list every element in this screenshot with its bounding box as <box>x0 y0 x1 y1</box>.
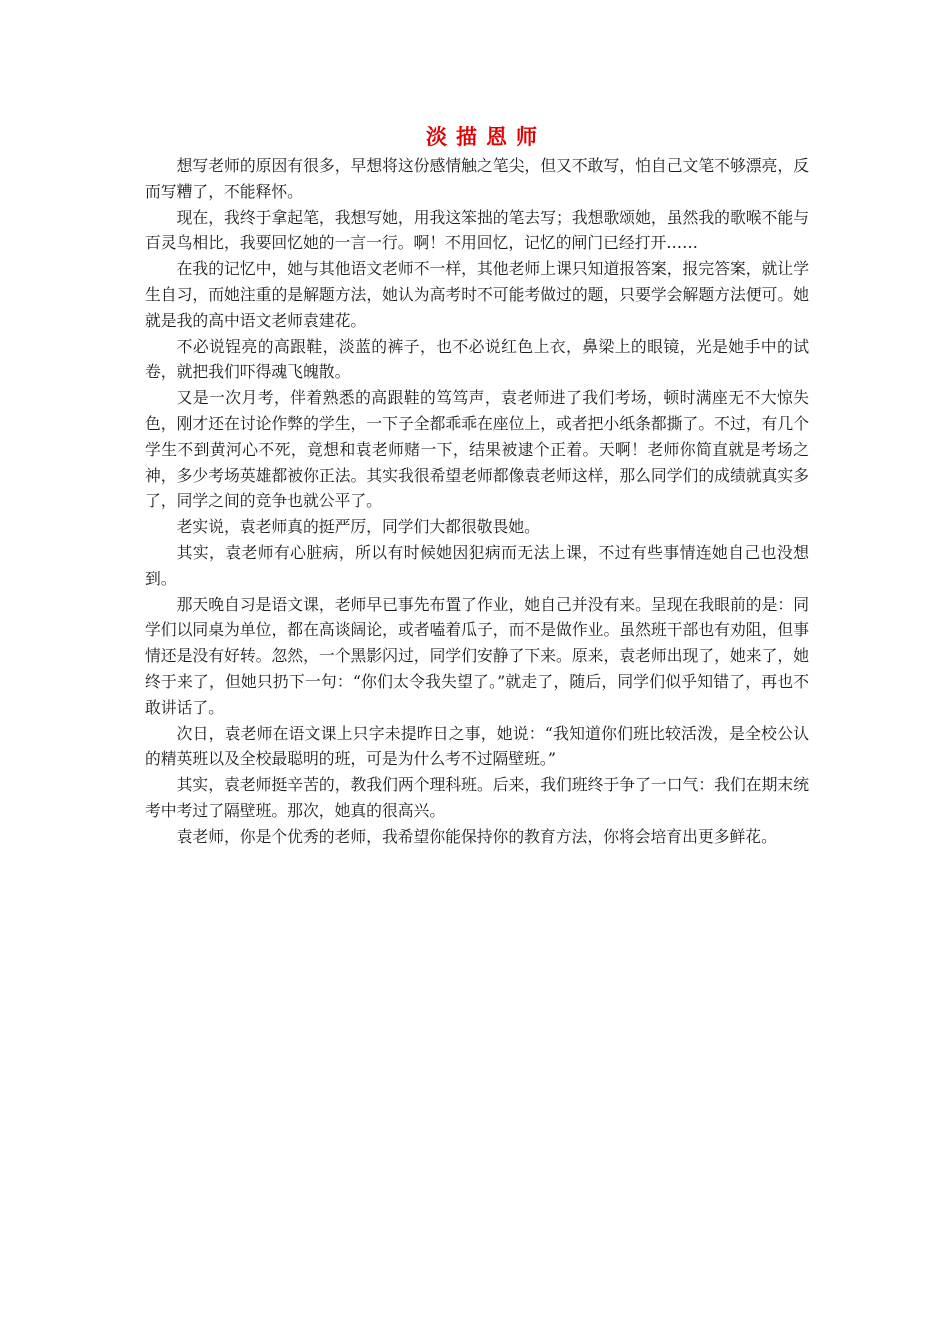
article-title: 淡描恩师 <box>426 125 546 149</box>
article-body <box>145 123 809 850</box>
paragraph: 那天晚自习是语文课，老师早已事先布置了作业，她自己并没有来。呈现在我眼前的是：同学们以同桌为单位，都在高谈阔论，或者嗑着瓜子，而不是做作业。虽然班干部也有劝阻，但事情还是没有好转。忽然，一个黑影闪过，同学们安静了下来。原来，袁老师出现了，她来了，她终于来了，但她只扔下一句：“你们太令我失望了。”就走了，随后，同学们似乎知错了，再也不敢讲话了。 <box>145 594 809 717</box>
paragraph: 其实，袁老师挺辛苦的，教我们两个理科班。后来，我们班终于争了一口气：我们在期末统考中考过了隔壁班。那次，她真的很高兴。 <box>145 775 809 820</box>
paragraph: 袁老师，你是个优秀的老师，我希望你能保持你的教育方法，你将会培育出更多鲜花。 <box>176 826 777 846</box>
paragraph: 次日，袁老师在语文课上只字未提昨日之事，她说：“我知道你们班比较活泼，是全校公认的精英班以及全校最聪明的班，可是为什么考不过隔壁班。” <box>145 723 809 769</box>
paragraph: 不必说锃亮的高跟鞋，淡蓝的裤子，也不必说红色上衣，鼻梁上的眼镜，光是她手中的试卷，就把我们吓得魂飞魄散。 <box>145 336 809 382</box>
paragraph: 老实说，袁老师真的挺严厉，同学们大都很敬畏她。 <box>176 517 540 537</box>
paragraph: 其实，袁老师有心脏病，所以有时候她因犯病而无法上课，不过有些事情连她自己也没想到。 <box>145 542 809 588</box>
paragraph: 在我的记忆中，她与其他语文老师不一样，其他老师上课只知道报答案，报完答案，就让学生自习，而她注重的是解题方法，她认为高考时不可能考做过的题，只要学会解题方法便可。她就是我的高中语文老师袁建花。 <box>145 259 809 330</box>
paragraph: 又是一次月考，伴着熟悉的高跟鞋的笃笃声，袁老师进了我们考场，顿时满座无不大惊失色，刚才还在讨论作弊的学生，一下子全都乖乖在座位上，或者把小纸条都撕了。不过，有几个学生不到黄河心不死，竟想和袁老师赌一下，结果被逮个正着。天啊！老师你简直就是考场之神，多少考场英雄都被你正法。其实我很希望老师都像袁老师这样，那么同学们的成绩就真实多了，同学之间的竞争也就公平了。 <box>145 388 809 511</box>
paragraph: 想写老师的原因有很多，早想将这份感情触之笔尖，但又不敢写，怕自己文笔不够漂亮，反而写糟了，不能释怀。 <box>145 156 809 201</box>
paragraph: 现在，我终于拿起笔，我想写她，用我这笨拙的笔去写；我想歌颂她，虽然我的歌喉不能与百灵鸟相比，我要回忆她的一言一行。啊！不用回忆，记忆的闸门已经打开…… <box>145 207 809 253</box>
